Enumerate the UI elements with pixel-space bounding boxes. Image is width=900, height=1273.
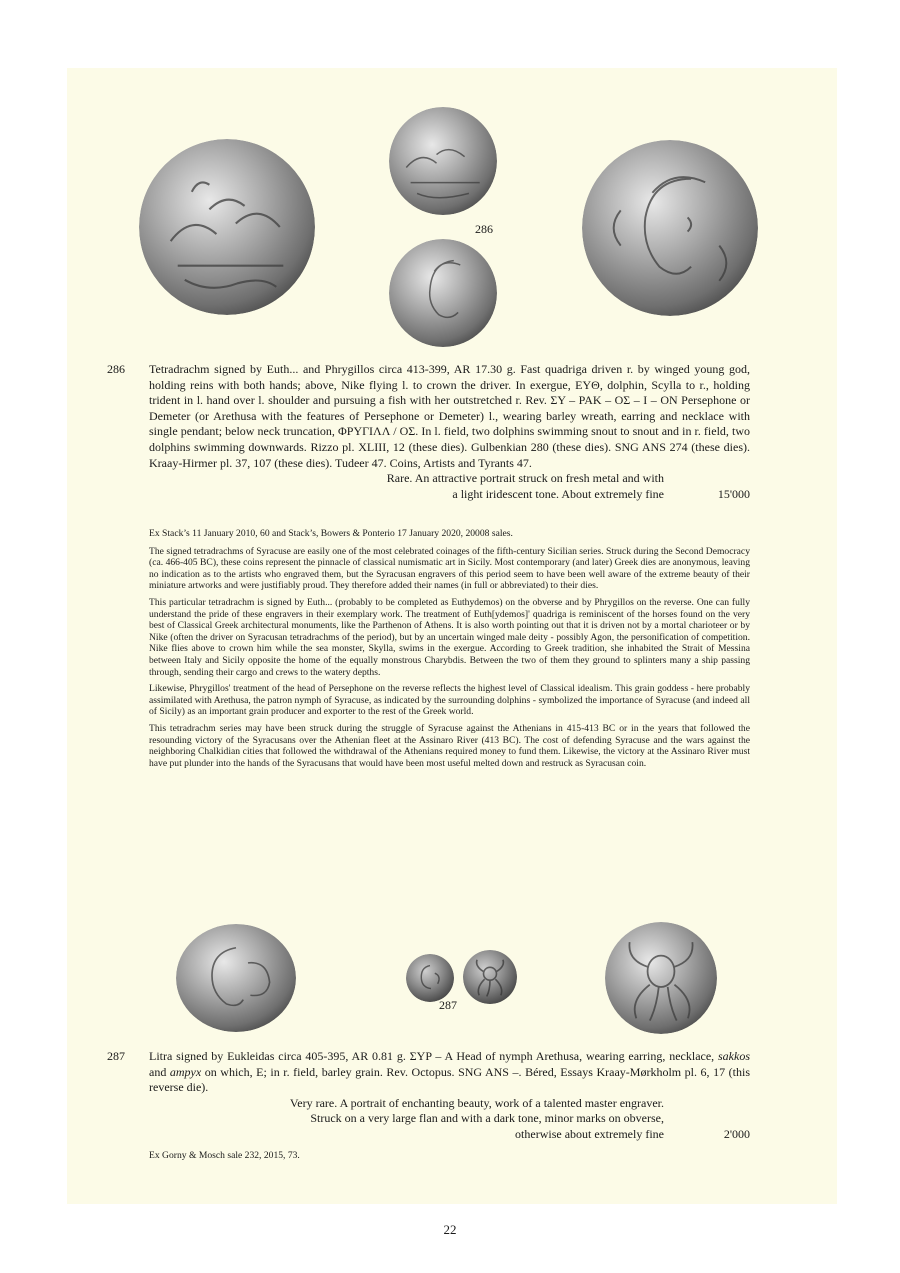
lot-286-description-text: Tetradrachm signed by Euth... and Phrygillos circa 413-399, AR 17.30 g. Fast quadriga driven r. by winged young god, holding reins with both hands; above, Nike flying l. to crown the driver. In exergue, EYΘ, dolphin, Scylla to r., holding trident in l. hand over l. shoulder and pursuing a fish with her outstretched r. Rev. ΣY – PAK – OΣ – I – ON Persephone or Demeter (or Arethusa with the features of Persephone or Demeter) l., wearing barley wreath, earring and necklace with single pendant; below neck truncation, ΦPYΓIΛΛ / OΣ. In l. field, two dolphins swimming snout to snout and in r. field, two dolphins swimming downwards. Rizzo pl. XLIII, 12 (these dies). Gulbenkian 280 (these dies). SNG ANS 274 (these dies). Kraay-Hirmer pl. 37, 107 (these dies). Tudeer 47. Coins, Artists and Tyrants 47.: [149, 362, 750, 470]
figure-label-286: 286: [475, 222, 493, 236]
coin-287-obverse-small: [406, 954, 454, 1002]
lot-287-description-text: Litra signed by Eukleidas circa 405-395, AR 0.81 g. ΣYP – A Head of nymph Arethusa, wearing earring, necklace, sakkos and ampyx on which, E; in r. field, barley grain. Rev. Octopus. SNG ANS –. Béred, Essays Kraay-Mørkholm pl. 6, 17 (this reverse die).: [149, 1049, 750, 1095]
coin-287-reverse-small: [463, 950, 517, 1004]
lot-286-grade-line-1: Rare. An attractive portrait struck on fresh metal and with: [386, 471, 664, 486]
lot-287-provenance: Ex Gorny & Mosch sale 232, 2015, 73.: [149, 1150, 300, 1161]
lot-286-estimate: 15'000: [717, 486, 750, 501]
lot-286-notes: [149, 528, 750, 774]
lot-286-note-4: This tetradrachm series may have been struck during the struggle of Syracuse against the Athenians in 415-413 BC or in the years that followed the resounding victory of the Syracusans over the Athenian fleet at the Assinaro River (413 BC). The cost of defending Syracuse and the wars against the neighboring Chalkidian cities that followed the withdrawal of the Athenians required money to fund them. Likewise, the victory at the Assinaro River must have put plunder into the hands of the Syracusans that would have been most useful melted down and restruck as Syracusan coin.: [149, 722, 750, 769]
lot-287-grade-line-2: Struck on a very large flan and with a dark tone, minor marks on obverse,: [310, 1111, 664, 1126]
figure-label-287: 287: [439, 998, 457, 1012]
page-number: 22: [443, 1222, 457, 1237]
lot-286-note-1: The signed tetradrachms of Syracuse are easily one of the most celebrated coinages of the fifth-century Sicilian series. Struck during the Second Democracy (ca. 466-405 BC), these coins represent the pinnacle of classical numismatic art in Sicily. Most contemporary (and later) Greek dies are anonymous, leaving no indication as to the artists who engraved them, but the Syracusan engravers of this period seem to have been well aware of the extreme beauty of their miniature artworks and were justifiably proud. They therefore added their names (in full or abbreviated) to their dies.: [149, 545, 750, 592]
lot-number-287: 287: [107, 1049, 125, 1063]
lot-287-grade-line-3: otherwise about extremely fine 2'000: [515, 1126, 750, 1141]
lot-286-note-2: This particular tetradrachm is signed by Euth... (probably to be completed as Euthydemos) on the obverse and by Phrygillos on the reverse. One can fully understand the pride of these engravers in their exemplary work. The treatment of Euth[ydemos]' quadriga is reminiscent of the horses found on the very best of Classical Greek architectural monuments, like the Parthenon of Athens. It is also worth pointing out that it is driven not by a mortal charioteer or by Nike (often the driver on Syracusan tetradrachms of the period), but by an uncertain winged male deity - possibly Agon, the personification of competition. Nike flies above to crown him while the sea monster, Skylla, swims in the exergue. According to Greek tradition, she inhabited the Strait of Messina between Italy and Sicily opposite the home of the equally monstrous Charybdis. Between the two of them they ground to splinters many a ship passing through, sending their cargo and crews to the watery depths.: [149, 596, 750, 678]
lot-286-provenance: Ex Stack’s 11 January 2010, 60 and Stack’s, Bowers & Ponterio 17 January 2020, 20008 sales.: [149, 528, 513, 539]
coin-286-obverse-large: [139, 139, 315, 315]
coin-286-reverse-large: [582, 140, 758, 316]
lot-286-grade-line-2: a light iridescent tone. About extremely fine 15'000: [452, 486, 750, 501]
lot-287-estimate: 2'000: [723, 1126, 750, 1141]
lot-286-description: [149, 362, 750, 502]
term-sakkos: sakkos: [718, 1049, 750, 1063]
lot-287-description: [149, 1049, 750, 1143]
lot-286-note-3: Likewise, Phrygillos' treatment of the head of Persephone on the reverse reflects the highest level of Classical idealism. This grain goddess - here probably assimilated with Arethusa, the patron nymph of Syracuse, as indicated by the surrounding dolphins - symbolized the importance of Syracuse (and indeed all of Sicily) as an important grain producer and exporter to the rest of the Greek world.: [149, 683, 750, 718]
lot-number-286: 286: [107, 362, 125, 376]
coin-287-obverse-large: [176, 924, 296, 1032]
coin-286-obverse-small: [389, 107, 497, 215]
coin-287-reverse-large: [605, 922, 717, 1034]
lot-287-grade-line-1: Very rare. A portrait of enchanting beauty, work of a talented master engraver.: [289, 1095, 664, 1110]
term-ampyx: ampyx: [169, 1064, 202, 1079]
coin-286-reverse-small: [389, 239, 497, 347]
